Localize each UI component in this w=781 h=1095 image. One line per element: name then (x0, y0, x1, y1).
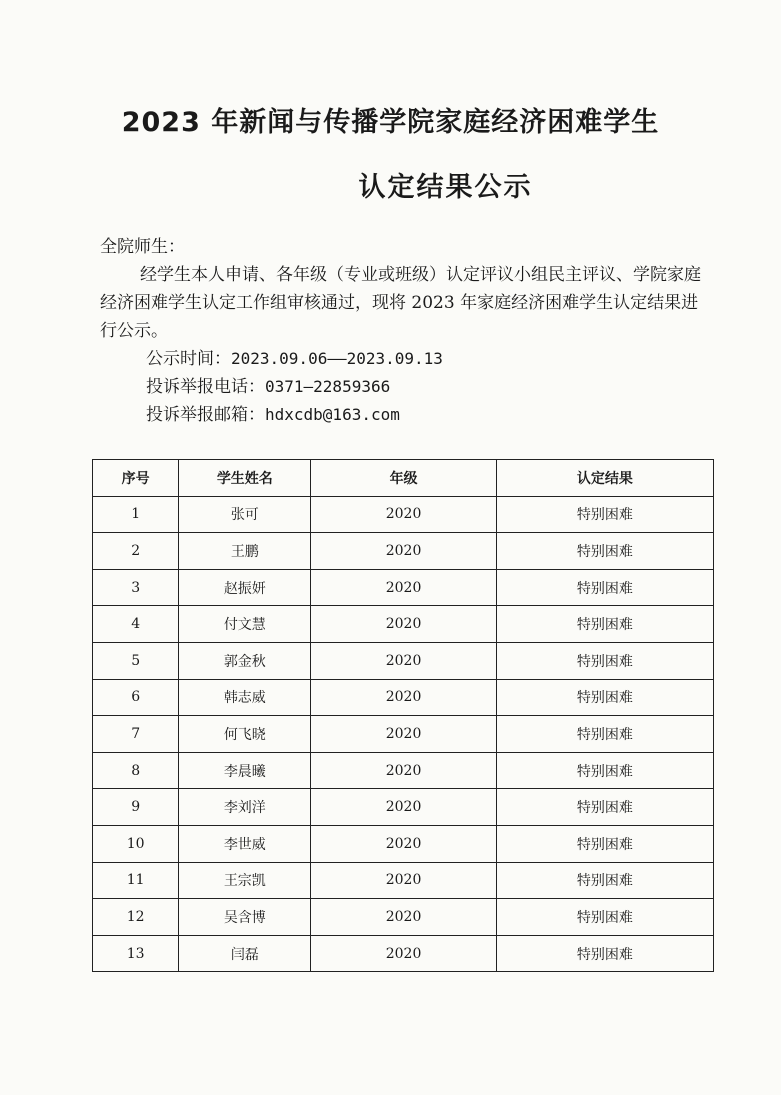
cell-result: 特别困难 (496, 533, 713, 570)
cell-result: 特别困难 (496, 496, 713, 533)
phone-line (100, 373, 712, 401)
table-row (93, 642, 714, 679)
cell-index: 12 (93, 899, 179, 936)
table-body (93, 496, 714, 972)
email-label: 投诉举报邮箱： (146, 405, 265, 425)
cell-result: 特别困难 (496, 569, 713, 606)
cell-grade: 2020 (311, 716, 497, 753)
cell-student-name: 赵振妍 (179, 569, 311, 606)
cell-student-name: 郭金秋 (179, 642, 311, 679)
notice-paragraph: 经学生本人申请、各年级（专业或班级）认定评议小组民主评议、学院家庭经济困难学生认定工作组审核通过，现将 2023 年家庭经济困难学生认定结果进行公示。 (100, 265, 701, 341)
cell-grade: 2020 (311, 642, 497, 679)
email-line (100, 401, 712, 429)
cell-student-name: 付文慧 (179, 606, 311, 643)
cell-index: 2 (93, 533, 179, 570)
cell-index: 10 (93, 825, 179, 862)
cell-index: 3 (93, 569, 179, 606)
cell-index: 8 (93, 752, 179, 789)
table-row (93, 606, 714, 643)
table-header-row (93, 460, 714, 497)
page-title-line-1: 2023 年新闻与传播学院家庭经济困难学生 (121, 107, 660, 138)
cell-result: 特别困难 (496, 825, 713, 862)
cell-index: 5 (93, 642, 179, 679)
header-grade: 年级 (311, 460, 497, 497)
phone-label: 投诉举报电话： (146, 377, 265, 397)
page-title-line-2: 认定结果公示 (358, 172, 533, 203)
table-row (93, 716, 714, 753)
cell-student-name: 李世威 (179, 825, 311, 862)
cell-grade: 2020 (311, 825, 497, 862)
cell-student-name: 何飞晓 (179, 716, 311, 753)
table-row (93, 789, 714, 826)
cell-result: 特别困难 (496, 716, 713, 753)
cell-grade: 2020 (311, 496, 497, 533)
email-value: hdxcdb@163.com (265, 405, 400, 424)
cell-result: 特别困难 (496, 752, 713, 789)
cell-student-name: 王鹏 (179, 533, 311, 570)
cell-grade: 2020 (311, 862, 497, 899)
table-row (93, 899, 714, 936)
cell-result: 特别困难 (496, 935, 713, 972)
cell-student-name: 李晨曦 (179, 752, 311, 789)
period-line (100, 345, 712, 373)
cell-student-name: 闫磊 (179, 935, 311, 972)
table-row (93, 862, 714, 899)
period-label: 公示时间： (146, 349, 231, 369)
table-row (93, 496, 714, 533)
cell-result: 特别困难 (496, 606, 713, 643)
header-result: 认定结果 (496, 460, 713, 497)
cell-index: 4 (93, 606, 179, 643)
cell-index: 7 (93, 716, 179, 753)
cell-index: 11 (93, 862, 179, 899)
cell-grade: 2020 (311, 569, 497, 606)
cell-result: 特别困难 (496, 789, 713, 826)
cell-index: 6 (93, 679, 179, 716)
cell-result: 特别困难 (496, 642, 713, 679)
cell-grade: 2020 (311, 899, 497, 936)
cell-index: 9 (93, 789, 179, 826)
table-row (93, 569, 714, 606)
cell-student-name: 吴含博 (179, 899, 311, 936)
table-row (93, 752, 714, 789)
table-row (93, 935, 714, 972)
phone-value: 0371—22859366 (265, 377, 391, 396)
header-index: 序号 (93, 460, 179, 497)
cell-grade: 2020 (311, 935, 497, 972)
cell-result: 特别困难 (496, 862, 713, 899)
cell-grade: 2020 (311, 679, 497, 716)
cell-result: 特别困难 (496, 679, 713, 716)
header-student-name: 学生姓名 (179, 460, 311, 497)
cell-student-name: 李刘洋 (179, 789, 311, 826)
cell-grade: 2020 (311, 533, 497, 570)
cell-student-name: 张可 (179, 496, 311, 533)
cell-grade: 2020 (311, 606, 497, 643)
table-row (93, 825, 714, 862)
cell-grade: 2020 (311, 752, 497, 789)
cell-index: 13 (93, 935, 179, 972)
results-table (92, 459, 714, 972)
cell-result: 特别困难 (496, 899, 713, 936)
table-row (93, 533, 714, 570)
salutation: 全院师生： (100, 237, 185, 257)
cell-grade: 2020 (311, 789, 497, 826)
cell-student-name: 韩志威 (179, 679, 311, 716)
table-row (93, 679, 714, 716)
notice-body (100, 233, 712, 429)
cell-student-name: 王宗凯 (179, 862, 311, 899)
cell-index: 1 (93, 496, 179, 533)
period-value: 2023.09.06——2023.09.13 (231, 349, 443, 368)
